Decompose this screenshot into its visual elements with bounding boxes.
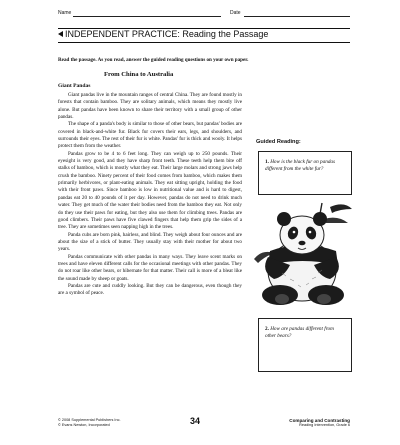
title-rule-bottom [58, 42, 350, 43]
passage-subheading: Giant Pandas [58, 83, 91, 89]
question-1-text: How is the black fur on pandas different from the white fur? [265, 159, 336, 172]
question-1-number: 1. [265, 159, 269, 165]
passage-body [58, 92, 242, 298]
panda-illustration [252, 199, 356, 307]
paragraph-1: Giant pandas live in the mountain ranges of central China. They are found mostly in forests that contain bamboo. They are solitary animals, which means they mostly live alone. But pandas have been known to share their territory with a small group of other pandas. [58, 92, 242, 121]
page-title: INDEPENDENT PRACTICE: Reading the Passage [65, 29, 269, 39]
question-box-1 [258, 151, 352, 195]
question-2-number: 2. [265, 326, 269, 332]
date-label: Date [230, 10, 241, 16]
footer-course: Reading Intervention, Grade 6 [299, 423, 350, 427]
name-date-row [0, 10, 400, 20]
question-2-text: How are pandas different from other bears? [265, 326, 334, 339]
name-label: Name [58, 10, 72, 16]
paragraph-3: Pandas grow to be 4 to 6 feet long. They can weigh up to 250 pounds. Their eyesight is very good, and they have sharp front teeth. These teeth help them bite off stalks of bamboo, which is mostly what they eat. Their large molars and strong jaws help crush the bamboo. Ninety percent of their food comes from bamboo, which makes them primarily herbivores, or plant-eating animals. They eat sitting upright, holding the food with their front paws. Since bamboo is low in nutritional value and is hard to digest, pandas eat 20 to 40 pounds of it per day. However, pandas do not need to drink much water. They get much of the water their bodies need from the bamboo they eat. Not only do they use their paws for eating, but they also use them for climbing trees. Pandas are good climbers. Their paws have five clawed fingers that help them grip the sides of a tree. They are sometimes seen napping high in the trees. [58, 150, 242, 231]
passage-title: From China to Australia [104, 71, 174, 78]
paragraph-2: The shape of a panda's body is similar to those of other bears, but pandas' bodies are covered in black-and-white fur. Black fur covers their ears, legs, and shoulders, and surrounds their eyes. The rest of their fur is white. Pandas' fur is thick and wooly. It helps protect them from the weather. [58, 121, 242, 150]
copyright-line-1: © 2008 Supplemental Publishers Inc. [58, 418, 121, 422]
page-footer [58, 418, 350, 438]
footer-skill: Comparing and Contrasting [289, 418, 350, 423]
copyright [58, 418, 121, 428]
paragraph-5: Pandas communicate with other pandas in many ways. They leave scent marks on trees and have eleven different calls for the occasional meetings with other pandas. They do not roar like other bears, or hibernate for that matter. Their call is more of a bleat like the sound made by sheep or goats. [58, 253, 242, 282]
page-number: 34 [190, 416, 201, 426]
date-line[interactable] [244, 16, 350, 17]
footer-right [289, 418, 350, 428]
paragraph-6: Pandas are cute and cuddly looking. But they can be dangerous, even though they are a symbol of peace. [58, 282, 242, 297]
title-bar [58, 29, 350, 40]
paragraph-4: Panda cubs are born pink, hairless, and blind. They weigh about four ounces and are about the size of a stick of butter. They usually stay with their mother for about two years. [58, 231, 242, 253]
directions: Read the passage. As you read, answer the guided reading questions on your own paper. [58, 57, 249, 63]
question-box-2 [258, 318, 352, 372]
guided-reading-title: Guided Reading: [256, 139, 301, 145]
arrow-left-icon [58, 31, 63, 37]
name-line[interactable] [73, 16, 221, 17]
copyright-line-2: © Evans Newton, Incorporated [58, 423, 110, 427]
